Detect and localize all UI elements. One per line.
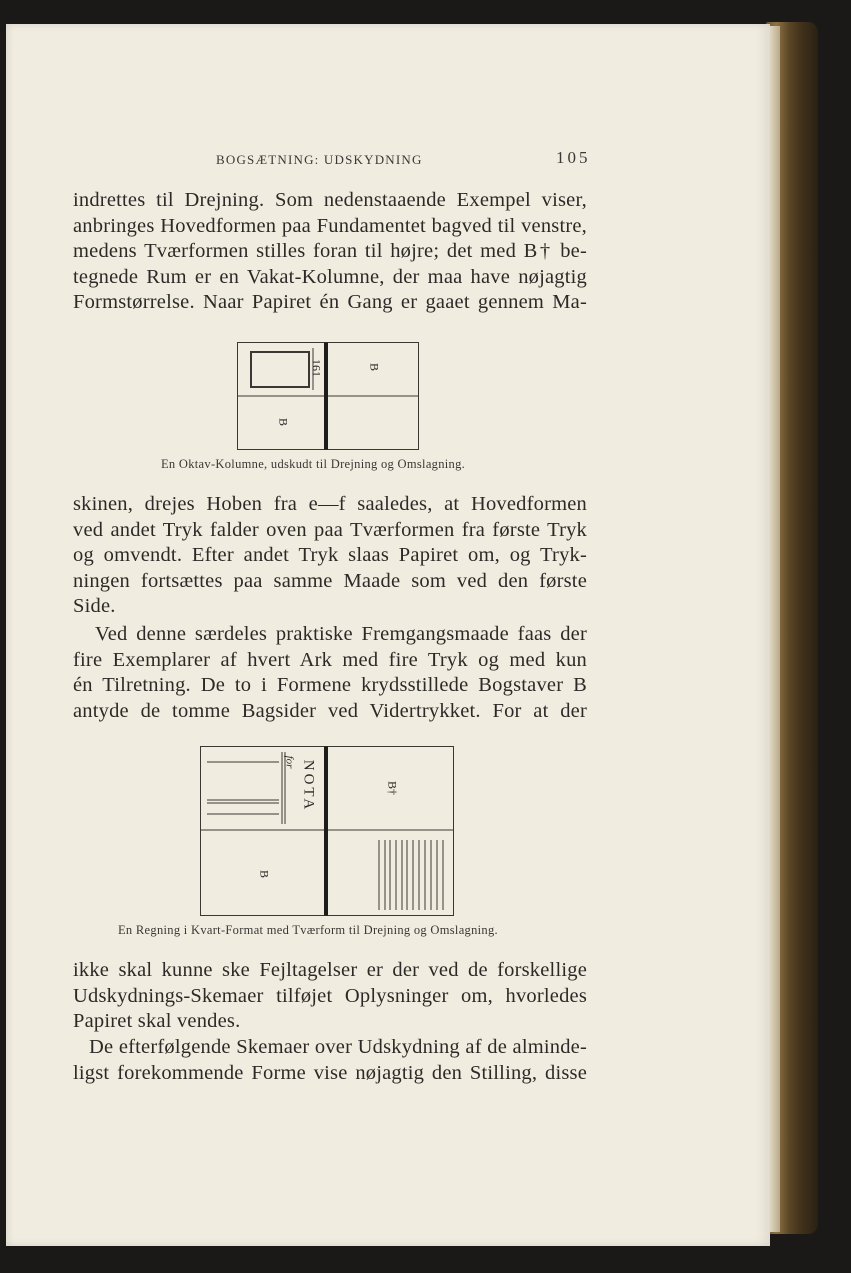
text-line: Papiret skal vendes. bbox=[73, 1010, 241, 1032]
text-line: ningen fortsættes paa samme Maade som ved den første bbox=[73, 569, 587, 592]
page-number: 105 bbox=[556, 148, 591, 167]
vertical-bar bbox=[324, 343, 328, 450]
text-line: antyde de tomme Bagsider ved Vidertrykket. For at der bbox=[73, 699, 587, 722]
label-b-bottom-left: B bbox=[276, 417, 291, 427]
paragraph-5 bbox=[73, 1035, 587, 1086]
text-line: De efterfølgende Skemaer over Udskydning af de alminde- bbox=[89, 1036, 587, 1058]
label-b-top-right: B bbox=[367, 362, 382, 372]
label-b-dagger-top-right: B† bbox=[385, 780, 400, 796]
figure-quarto-diagram bbox=[199, 744, 456, 918]
nota-label: NOTA bbox=[300, 759, 317, 813]
paragraph-4 bbox=[73, 958, 587, 1035]
text-line: skinen, drejes Hoben fra e—f saaledes, at Hovedformen bbox=[73, 493, 587, 515]
running-header: BOGSÆTNING: UDSKYDNING bbox=[216, 152, 423, 167]
text-line: indrettes til Drejning. Som nedenstaaende Exempel viser, bbox=[73, 189, 587, 211]
vertical-bar bbox=[324, 747, 328, 916]
text-line: ikke skal kunne ske Fejltagelser er der ved de forskellige bbox=[73, 959, 587, 981]
label-b-bottom-left: B bbox=[257, 869, 272, 879]
column-rules-group bbox=[379, 840, 443, 910]
paragraph-2 bbox=[73, 492, 587, 620]
text-line: Udskydnings-Skemaer tilføjet Oplysninger om, hvorledes bbox=[73, 984, 587, 1007]
figure-1-caption: En Oktav-Kolumne, udskudt til Drejning og Omslagning. bbox=[161, 457, 466, 471]
figure-2-caption: En Regning i Kvart-Format med Tværform til Drejning og Omslagning. bbox=[118, 923, 498, 937]
text-line: ved andet Tryk falder oven paa Tværformen fra første Tryk bbox=[73, 518, 587, 541]
paragraph-1 bbox=[73, 188, 587, 316]
text-line: og omvendt. Efter andet Tryk slaas Papiret om, og Tryk- bbox=[73, 544, 587, 566]
text-line: Side. bbox=[73, 595, 116, 617]
text-line: Ved denne særdeles praktiske Fremgangsmaade faas der bbox=[95, 623, 587, 645]
figure-octavo-diagram bbox=[236, 340, 420, 452]
paragraph-3 bbox=[73, 622, 587, 724]
text-line: medens Tværformen stilles foran til højre; det med B† be- bbox=[73, 240, 587, 262]
text-line: tegnede Rum er en Vakat-Kolumne, der maa have nøjagtig bbox=[73, 265, 587, 288]
text-line: Formstørrelse. Naar Papiret én Gang er gaaet gennem Ma- bbox=[73, 291, 587, 313]
column-box bbox=[251, 352, 309, 387]
text-line: ligst forekommende Forme vise nøjagtig den Stilling, disse bbox=[73, 1061, 587, 1084]
rotated-page-number: 161 bbox=[309, 359, 324, 377]
for-label: for bbox=[283, 755, 296, 769]
text-line: anbringes Hovedformen paa Fundamentet bagved til venstre, bbox=[73, 214, 587, 237]
text-line: én Tilretning. De to i Formene krydsstillede Bogstaver B bbox=[73, 674, 587, 696]
text-line: fire Exemplarer af hvert Ark med fire Tryk og med kun bbox=[73, 648, 587, 671]
